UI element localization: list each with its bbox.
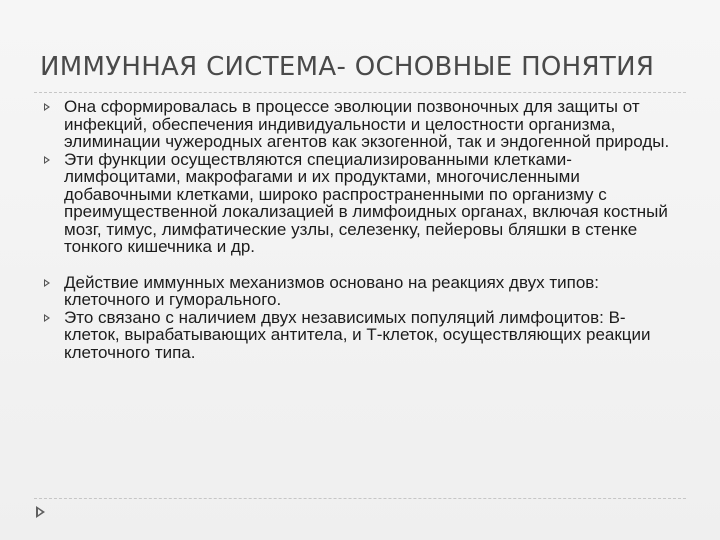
triangle-bullet-icon bbox=[44, 156, 50, 164]
slide-title: ИММУННАЯ СИСТЕМА- ОСНОВНЫЕ ПОНЯТИЯ bbox=[40, 52, 655, 82]
triangle-bullet-icon bbox=[44, 279, 50, 287]
footer-divider bbox=[34, 498, 686, 499]
bullet-item bbox=[44, 274, 670, 309]
triangle-navigation-icon[interactable] bbox=[36, 506, 45, 518]
bullet-text: Это связано с наличием двух независимых популяций лимфоцитов: В-клеток, вырабатывающих антитела, и Т-клеток, осуществляющих реакции клеточного типа. bbox=[64, 307, 651, 362]
bullet-text: Эти функции осуществляются специализированными клетками-лимфоцитами, макрофагами и их продуктами, многочисленными добавочными клетками, широко распространенными по организму с преимущественной локализацией в лимфоидных органах, включая костный мозг, тимус, лимфатические узлы, селезенку, пейеровы бляшки в стенке тонкого кишечника и др. bbox=[64, 149, 668, 256]
bullet-item bbox=[44, 309, 670, 362]
bullet-text: Действие иммунных механизмов основано на реакциях двух типов: клеточного и гуморального. bbox=[64, 272, 600, 309]
title-divider bbox=[34, 92, 686, 93]
bullet-item bbox=[44, 151, 670, 256]
triangle-bullet-icon bbox=[44, 314, 50, 322]
bullet-text: Она сформировалась в процессе эволюции позвоночных для защиты от инфекций, обеспечения индивидуальности и целостности организма, элиминации чужеродных агентов как экзогенной, так и эндогенной природы. bbox=[64, 97, 670, 151]
bullet-item bbox=[44, 98, 670, 151]
triangle-bullet-icon bbox=[44, 103, 50, 111]
bullet-list bbox=[44, 98, 670, 361]
